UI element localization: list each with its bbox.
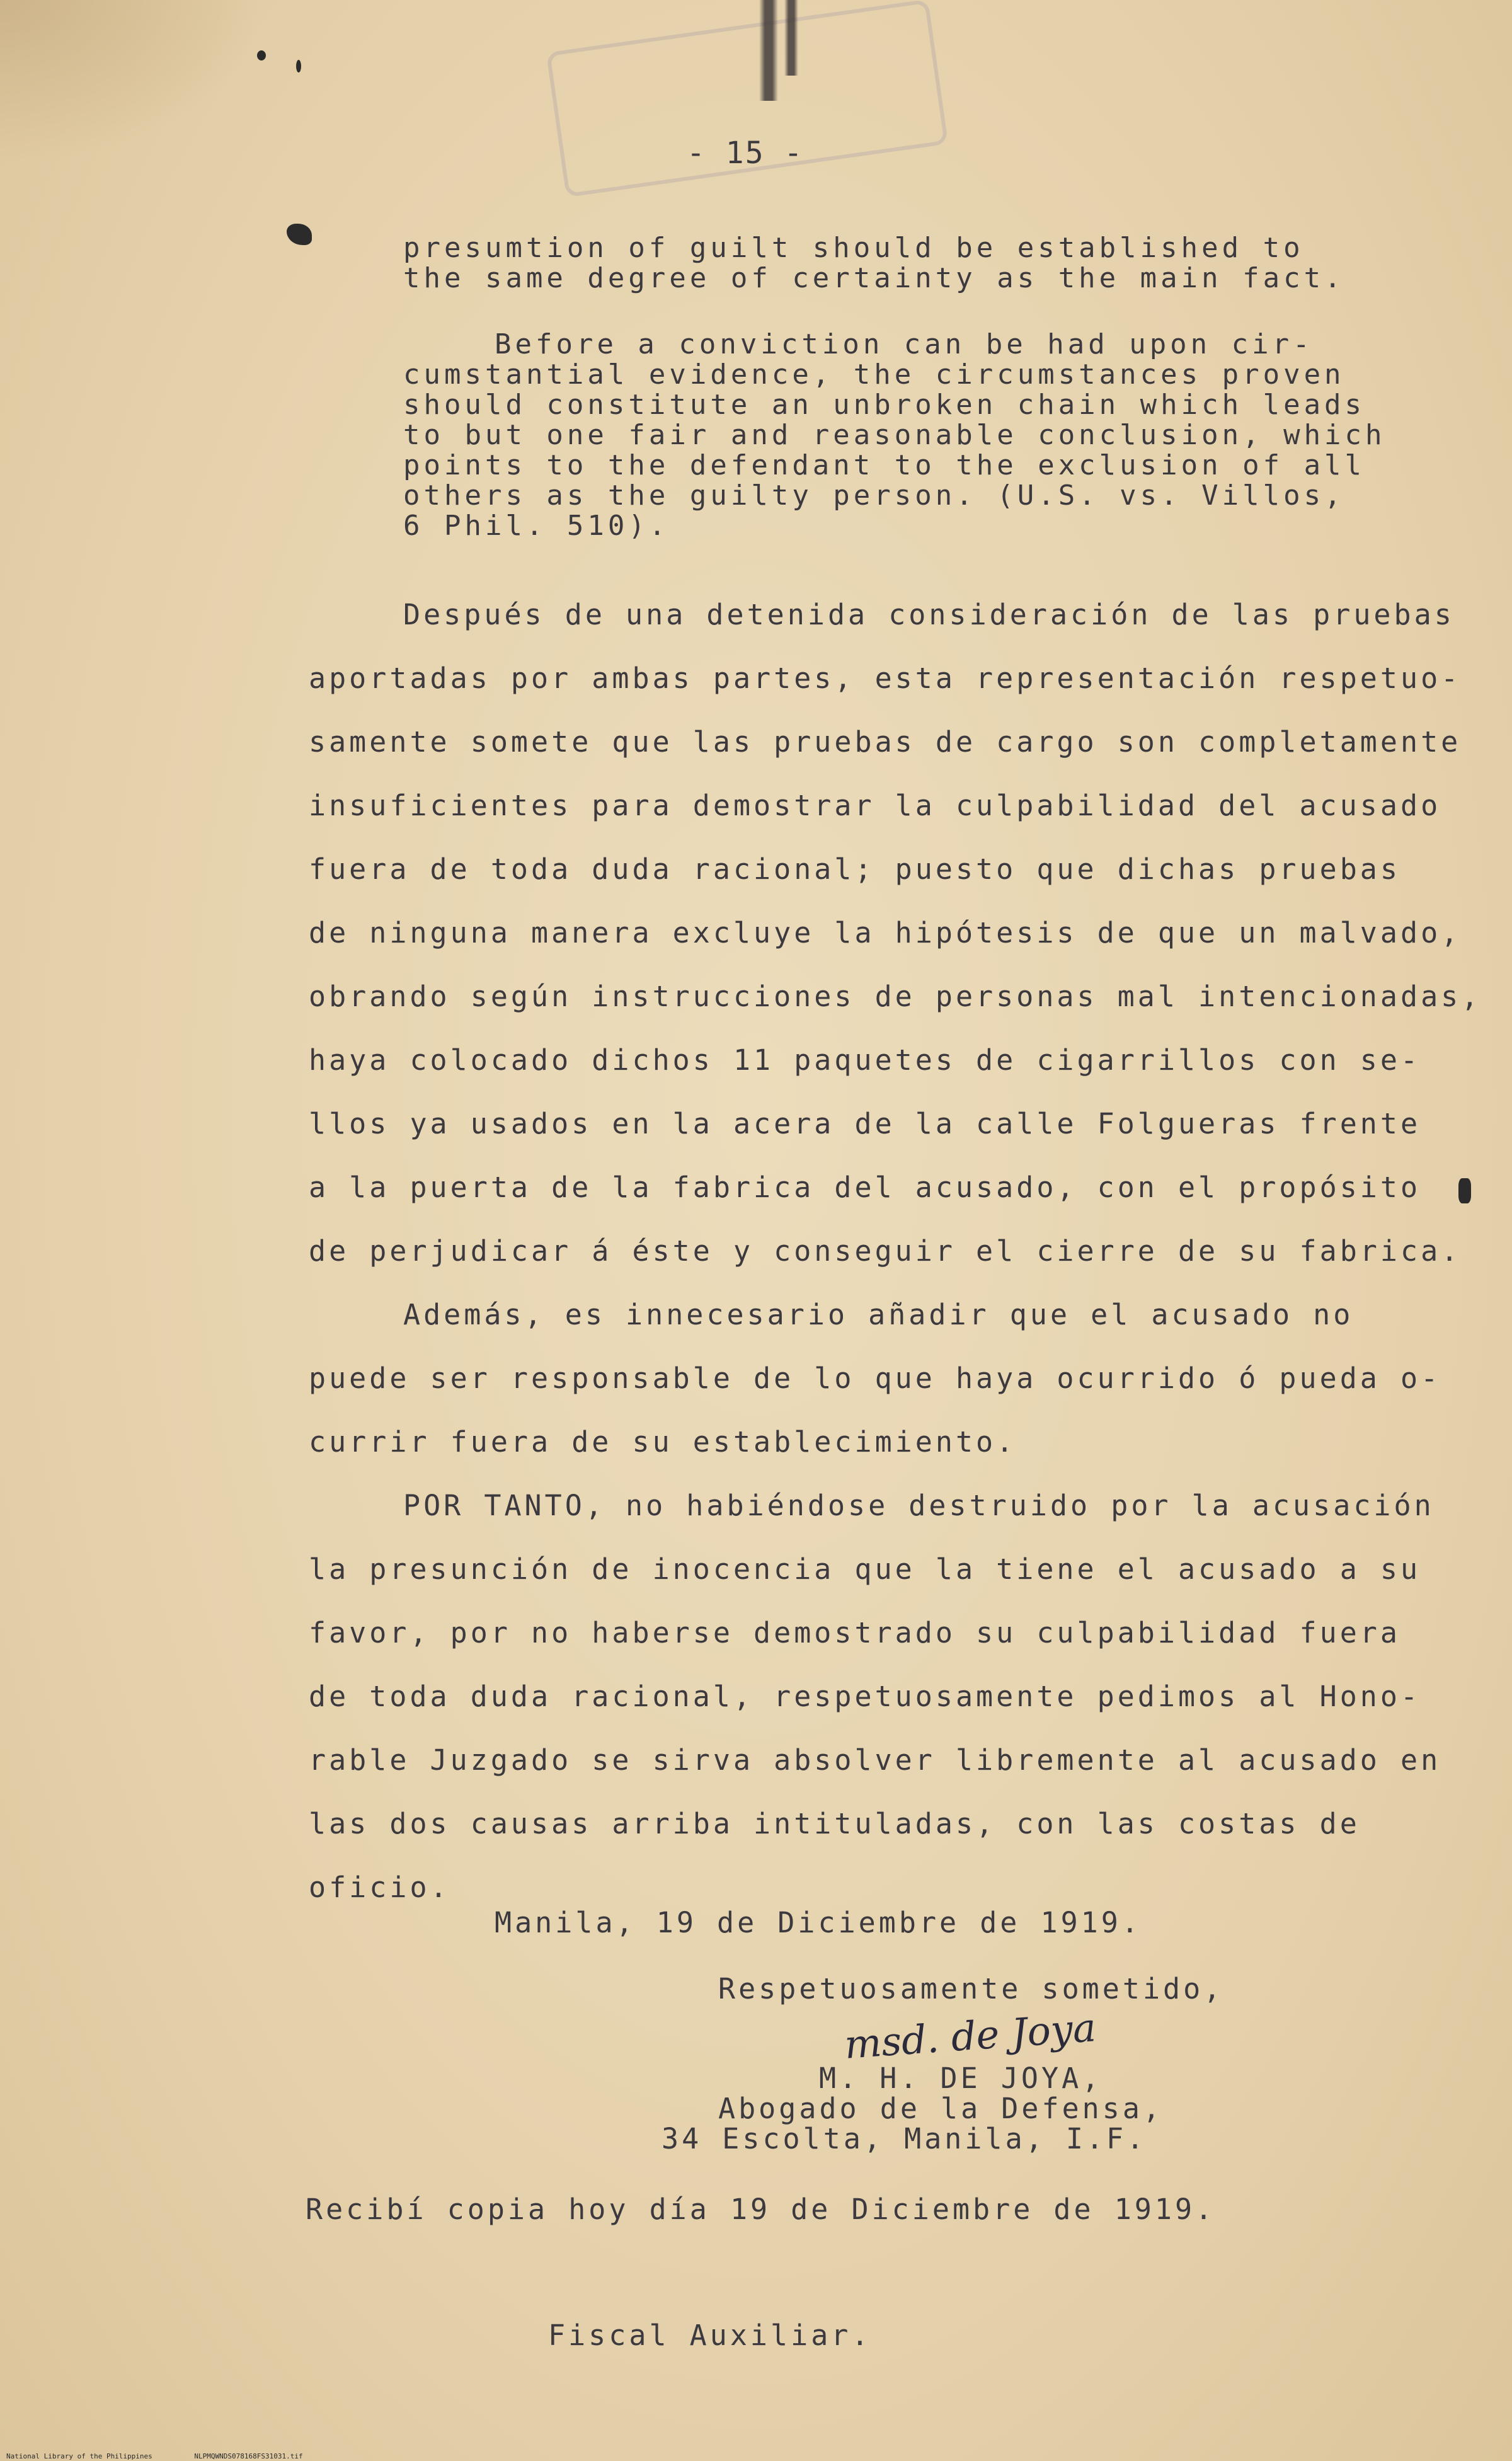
text-line: others as the guilty person. (U.S. vs. Villos,	[403, 479, 1345, 512]
english-paragraph-2	[403, 330, 1386, 541]
english-paragraph-1	[403, 233, 1345, 294]
binding-mark	[759, 0, 778, 101]
text-line: de perjudicar á éste y conseguir el cierre de su fabrica.	[309, 1234, 1462, 1268]
text-line: haya colocado dichos 11 paquetes de cigarrillos con se-	[309, 1043, 1421, 1077]
text-line: las dos causas arriba intituladas, con las costas de	[309, 1807, 1360, 1840]
text-line: de toda duda racional, respetuosamente pedimos al Hono-	[309, 1680, 1421, 1713]
text-line: puede ser responsable de lo que haya ocurrido ó pueda o-	[309, 1362, 1441, 1395]
page-number: - 15 -	[687, 135, 804, 171]
text-line: favor, por no haberse demostrado su culpabilidad fuera	[309, 1616, 1400, 1649]
date-line: Manila, 19 de Diciembre de 1919.	[495, 1906, 1142, 1939]
signatory-name: M. H. DE JOYA,	[819, 2062, 1102, 2095]
handwritten-signature: msd. de Joya	[842, 2004, 1098, 2068]
text-line: should constitute an unbroken chain which leads	[403, 389, 1366, 421]
text-line: Después de una detenida consideración de las pruebas	[403, 598, 1455, 631]
ink-speck	[296, 60, 301, 72]
footer-library: National Library of the Philippines	[6, 2452, 152, 2460]
text-line: rable Juzgado se sirva absolver libremente al acusado en	[309, 1743, 1441, 1777]
scan-footer	[6, 2452, 341, 2460]
text-line: obrando según instrucciones de personas mal intencionadas,	[309, 980, 1482, 1013]
text-line: currir fuera de su establecimiento.	[309, 1425, 1017, 1459]
ink-speck	[257, 50, 266, 60]
text-line: aportadas por ambas partes, esta representación respetuo-	[309, 662, 1462, 695]
spanish-body	[309, 583, 1481, 1919]
signatory-address: 34 Escolta, Manila, I.F.	[662, 2122, 1147, 2155]
text-line: fuera de toda duda racional; puesto que dichas pruebas	[309, 852, 1400, 886]
signatory-title: Abogado de la Defensa,	[718, 2092, 1164, 2125]
text-line: the same degree of certainty as the main fact.	[403, 262, 1345, 294]
text-line: Además, es innecesario añadir que el acusado no	[403, 1298, 1354, 1331]
signatory-block	[662, 2063, 1163, 2154]
binding-mark	[784, 0, 798, 76]
footer-file-id: NLPMQWNDS078168FS31031.tif	[194, 2452, 303, 2460]
receipt-line: Recibí copia hoy día 19 de Diciembre de 1919.	[306, 2193, 1216, 2226]
fiscal-line: Fiscal Auxiliar.	[548, 2319, 872, 2352]
text-line: insuficientes para demostrar la culpabilidad del acusado	[309, 789, 1441, 822]
text-line: oficio.	[309, 1871, 450, 1904]
text-line: Before a conviction can be had upon cir-	[495, 328, 1314, 360]
text-line: POR TANTO, no habiéndose destruido por la acusación	[403, 1489, 1435, 1522]
closing-line: Respetuosamente sometido,	[718, 1972, 1224, 2005]
text-line: de ninguna manera excluye la hipótesis de que un malvado,	[309, 916, 1462, 949]
corner-stain	[0, 0, 265, 164]
text-line: cumstantial evidence, the circumstances proven	[403, 359, 1345, 391]
text-line: samente somete que las pruebas de cargo son completamente	[309, 725, 1462, 759]
text-line: llos ya usados en la acera de la calle Folgueras frente	[309, 1107, 1421, 1140]
text-line: presumtion of guilt should be established to	[403, 232, 1304, 264]
text-line: a la puerta de la fabrica del acusado, con el propósito	[309, 1171, 1421, 1204]
ink-blot	[287, 224, 312, 245]
text-line: 6 Phil. 510).	[403, 510, 670, 542]
text-line: points to the defendant to the exclusion of all	[403, 449, 1366, 481]
text-line: la presunción de inocencia que la tiene el acusado a su	[309, 1552, 1421, 1586]
text-line: to but one fair and reasonable conclusion, which	[403, 419, 1386, 451]
